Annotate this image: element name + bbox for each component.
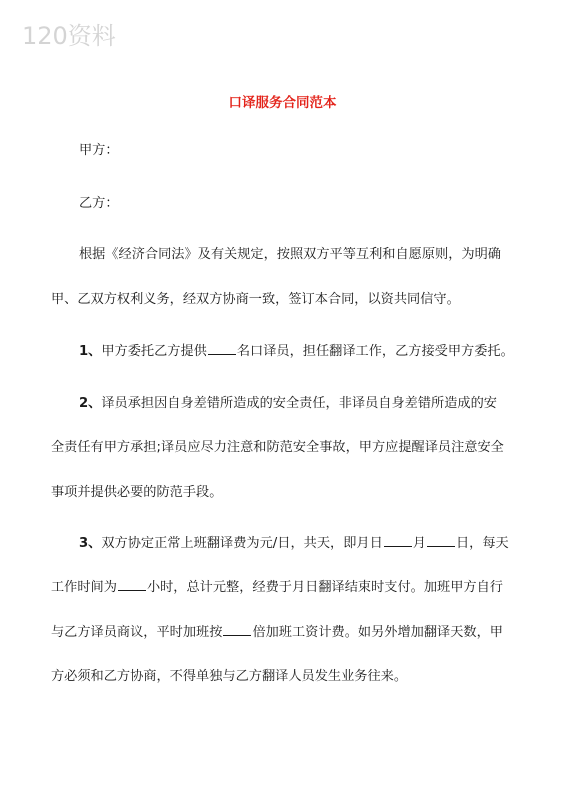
clause-3-text-2b: 小时，总计元整，经费于月日翻译结束时支付。加班甲方自行 [146, 580, 503, 595]
clause-3-line-2 [51, 578, 503, 598]
clause-3-line-3 [51, 623, 503, 643]
clause-3-text-1a: 双方协定正常上班翻译费为元/日，共天，即月日 [101, 536, 383, 551]
clause-3-text-1b: 月 [412, 536, 426, 551]
clause-1-text-b: 名口译员，担任翻译工作，乙方接受甲方委托。 [236, 344, 514, 359]
clause-3-number: 3、 [79, 536, 102, 551]
clause-1-number: 1、 [79, 344, 102, 359]
clause-2-number: 2、 [79, 396, 102, 411]
clause-3-text-2a: 工作时间为 [51, 580, 117, 595]
blank-line [427, 534, 455, 547]
clause-1-text-a: 甲方委托乙方提供 [101, 344, 207, 359]
watermark-logo: 120资料 [22, 22, 116, 50]
clause-2-line-1 [79, 394, 497, 414]
blank-line [208, 342, 236, 355]
blank-line [223, 623, 251, 636]
clause-3-text-1c: 日，每天 [455, 536, 509, 551]
clause-3-text-3a: 与乙方译员商议，平时加班按 [51, 625, 223, 640]
party-a-label: 甲方： [79, 143, 119, 158]
clause-2-line-3: 事项并提供必要的防范手段。 [51, 485, 223, 500]
clause-3-text-3b: 倍加班工资计费。如另外增加翻译天数，甲 [252, 625, 503, 640]
blank-line [118, 578, 146, 591]
clause-1 [79, 342, 514, 362]
clause-2-line-2: 全责任有甲方承担;译员应尽力注意和防范安全事故，甲方应提醒译员注意安全 [51, 440, 504, 455]
document-title: 口译服务合同范本 [228, 95, 337, 111]
clause-3-line-4: 方必须和乙方协商，不得单独与乙方翻译人员发生业务往来。 [51, 669, 408, 684]
blank-line [384, 534, 412, 547]
intro-line-1: 根据《经济合同法》及有关规定，按照双方平等互利和自愿原则，为明确 [79, 247, 501, 262]
clause-2-text-1: 译员承担因自身差错所造成的安全责任，非译员自身差错所造成的安 [101, 396, 497, 411]
intro-line-2: 甲、乙双方权利义务，经双方协商一致，签订本合同，以资共同信守。 [51, 292, 460, 307]
party-b-label: 乙方： [79, 196, 119, 211]
clause-3-line-1 [79, 534, 509, 554]
